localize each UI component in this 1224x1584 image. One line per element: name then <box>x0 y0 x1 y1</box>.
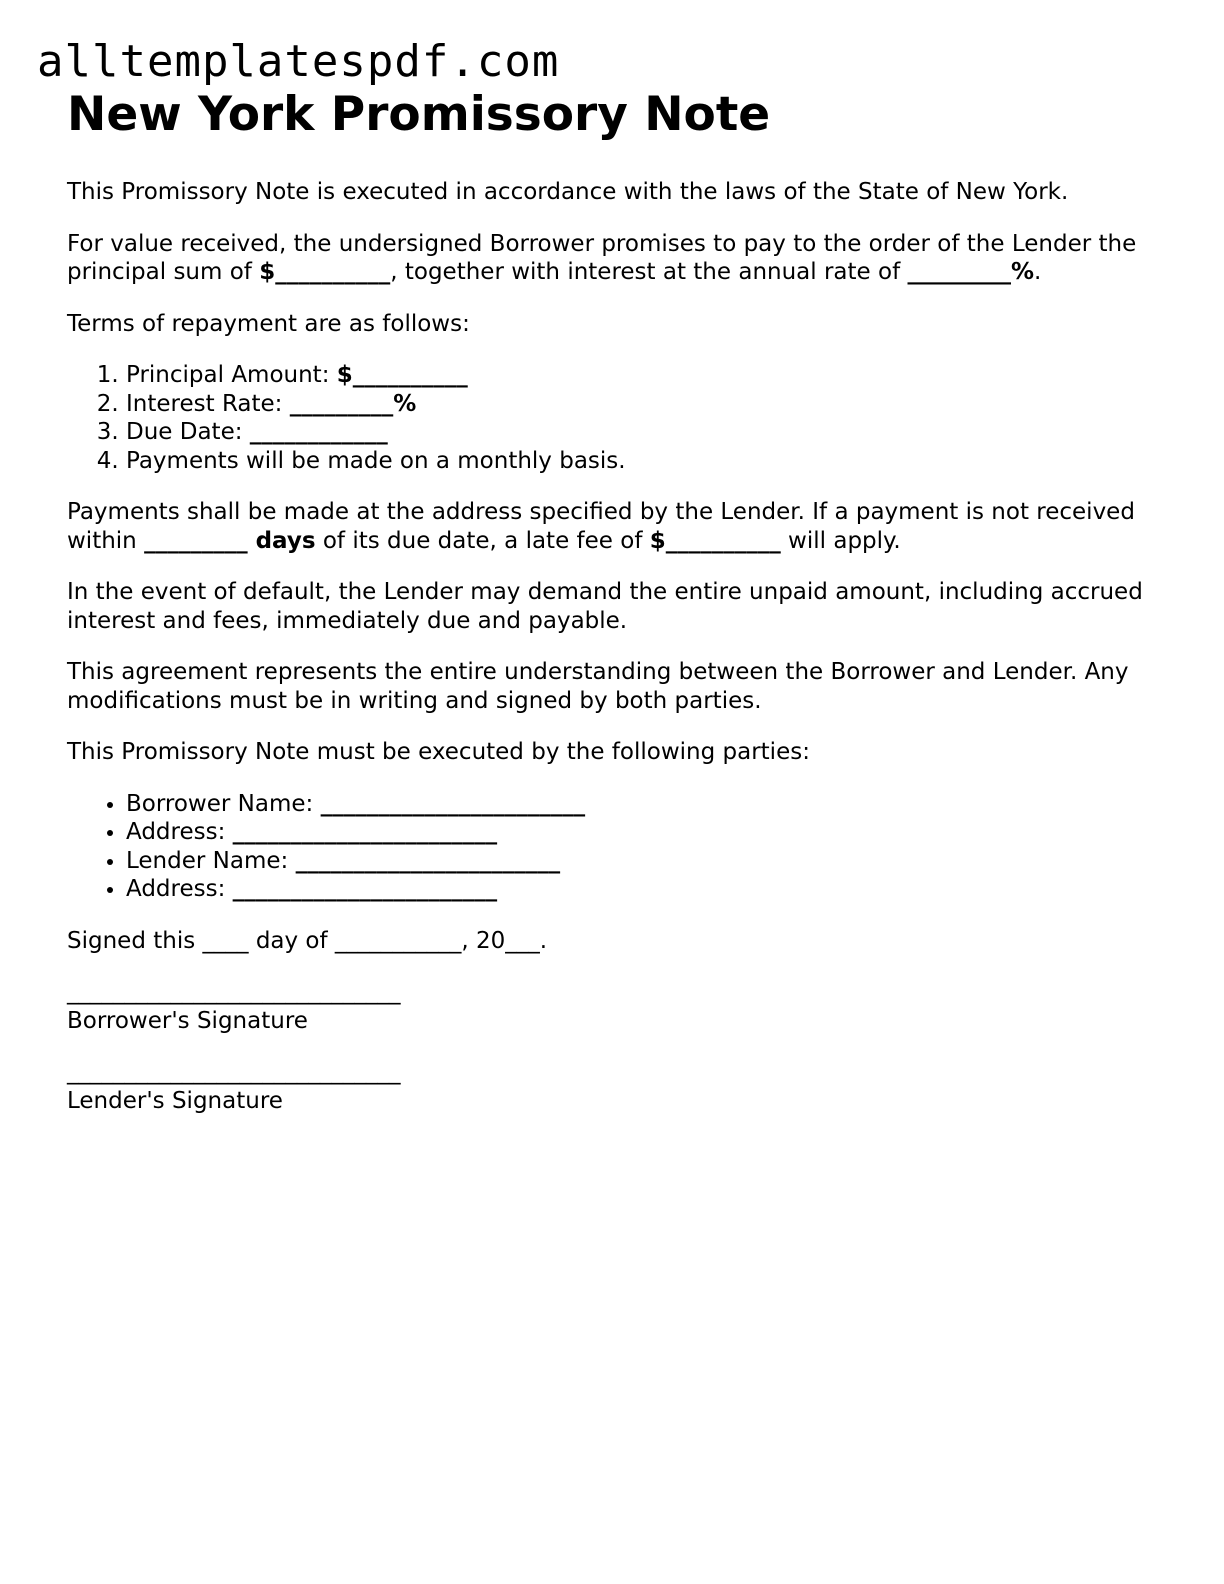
payments-text-2: of its due date, a late fee of <box>315 527 650 554</box>
borrower-address-blank[interactable]: _______________________ <box>232 819 498 845</box>
lender-signature-block <box>67 1058 1167 1115</box>
principal-amount-blank[interactable]: $__________ <box>336 362 468 388</box>
borrower-signature-label: Borrower's Signature <box>67 1007 308 1034</box>
party-label: Address: <box>126 819 233 845</box>
term-label: Due Date: <box>126 419 250 445</box>
document-body <box>67 88 1167 1115</box>
payments-text-3: will apply. <box>780 527 901 554</box>
agreement-paragraph: This agreement represents the entire understanding between the Borrower and Lender. Any modifications must be in writing and signed by both parties. <box>67 659 1129 714</box>
term-label: Payments will be made on a monthly basis. <box>126 447 626 474</box>
party-label: Lender Name: <box>126 847 296 874</box>
term-item <box>126 361 1167 390</box>
due-date-blank[interactable]: ____________ <box>249 419 388 445</box>
page-title: New York Promissory Note <box>67 87 771 142</box>
borrower-signature-block <box>67 978 1167 1035</box>
principal-blank[interactable]: $__________ <box>259 259 391 285</box>
lender-address-blank[interactable]: _______________________ <box>232 876 498 902</box>
terms-heading: Terms of repayment are as follows: <box>67 310 470 337</box>
days-blank[interactable]: _________ days <box>144 527 316 554</box>
value-text-3: . <box>1034 259 1042 285</box>
party-item <box>126 790 1167 819</box>
term-label: Interest Rate: <box>126 390 290 417</box>
term-label: Principal Amount: <box>126 362 337 388</box>
party-item <box>126 818 1167 847</box>
term-item <box>126 390 1167 419</box>
parties-list <box>67 790 1167 904</box>
late-fee-blank[interactable]: $__________ <box>649 527 781 554</box>
terms-list <box>67 361 1167 475</box>
signed-date-line: Signed this ____ day of ___________, 20___. <box>67 927 548 954</box>
payments-text-1: Payments shall be made at the address specified by the Lender. If a payment is not received within <box>67 499 1135 554</box>
parties-heading: This Promissory Note must be executed by the following parties: <box>67 739 810 765</box>
rate-blank[interactable]: _________% <box>907 259 1035 285</box>
watermark: alltemplatespdf.com <box>37 36 560 87</box>
intro-paragraph: This Promissory Note is executed in accordance with the laws of the State of New York. <box>67 179 1069 205</box>
borrower-name-blank[interactable]: _______________________ <box>320 790 586 817</box>
term-item <box>126 447 1167 476</box>
interest-rate-blank[interactable]: _________% <box>289 390 417 417</box>
party-label: Address: <box>126 876 233 902</box>
party-label: Borrower Name: <box>126 790 321 817</box>
lender-signature-line[interactable]: _____________________________ <box>67 1059 401 1085</box>
lender-signature-label: Lender's Signature <box>67 1087 283 1114</box>
lender-name-blank[interactable]: _______________________ <box>295 847 561 874</box>
party-item <box>126 847 1167 876</box>
default-paragraph: In the event of default, the Lender may demand the entire unpaid amount, including accrued interest and fees, immediately due and payable. <box>67 579 1143 634</box>
borrower-signature-line[interactable]: _____________________________ <box>67 979 401 1005</box>
party-item <box>126 875 1167 904</box>
value-text-2: , together with interest at the annual rate of <box>390 259 908 285</box>
value-text-1: For value received, the undersigned Borrower promises to pay to the order of the Lender the principal sum of <box>67 230 1137 285</box>
payments-paragraph <box>67 498 1167 555</box>
value-paragraph <box>67 230 1167 287</box>
term-item <box>126 418 1167 447</box>
